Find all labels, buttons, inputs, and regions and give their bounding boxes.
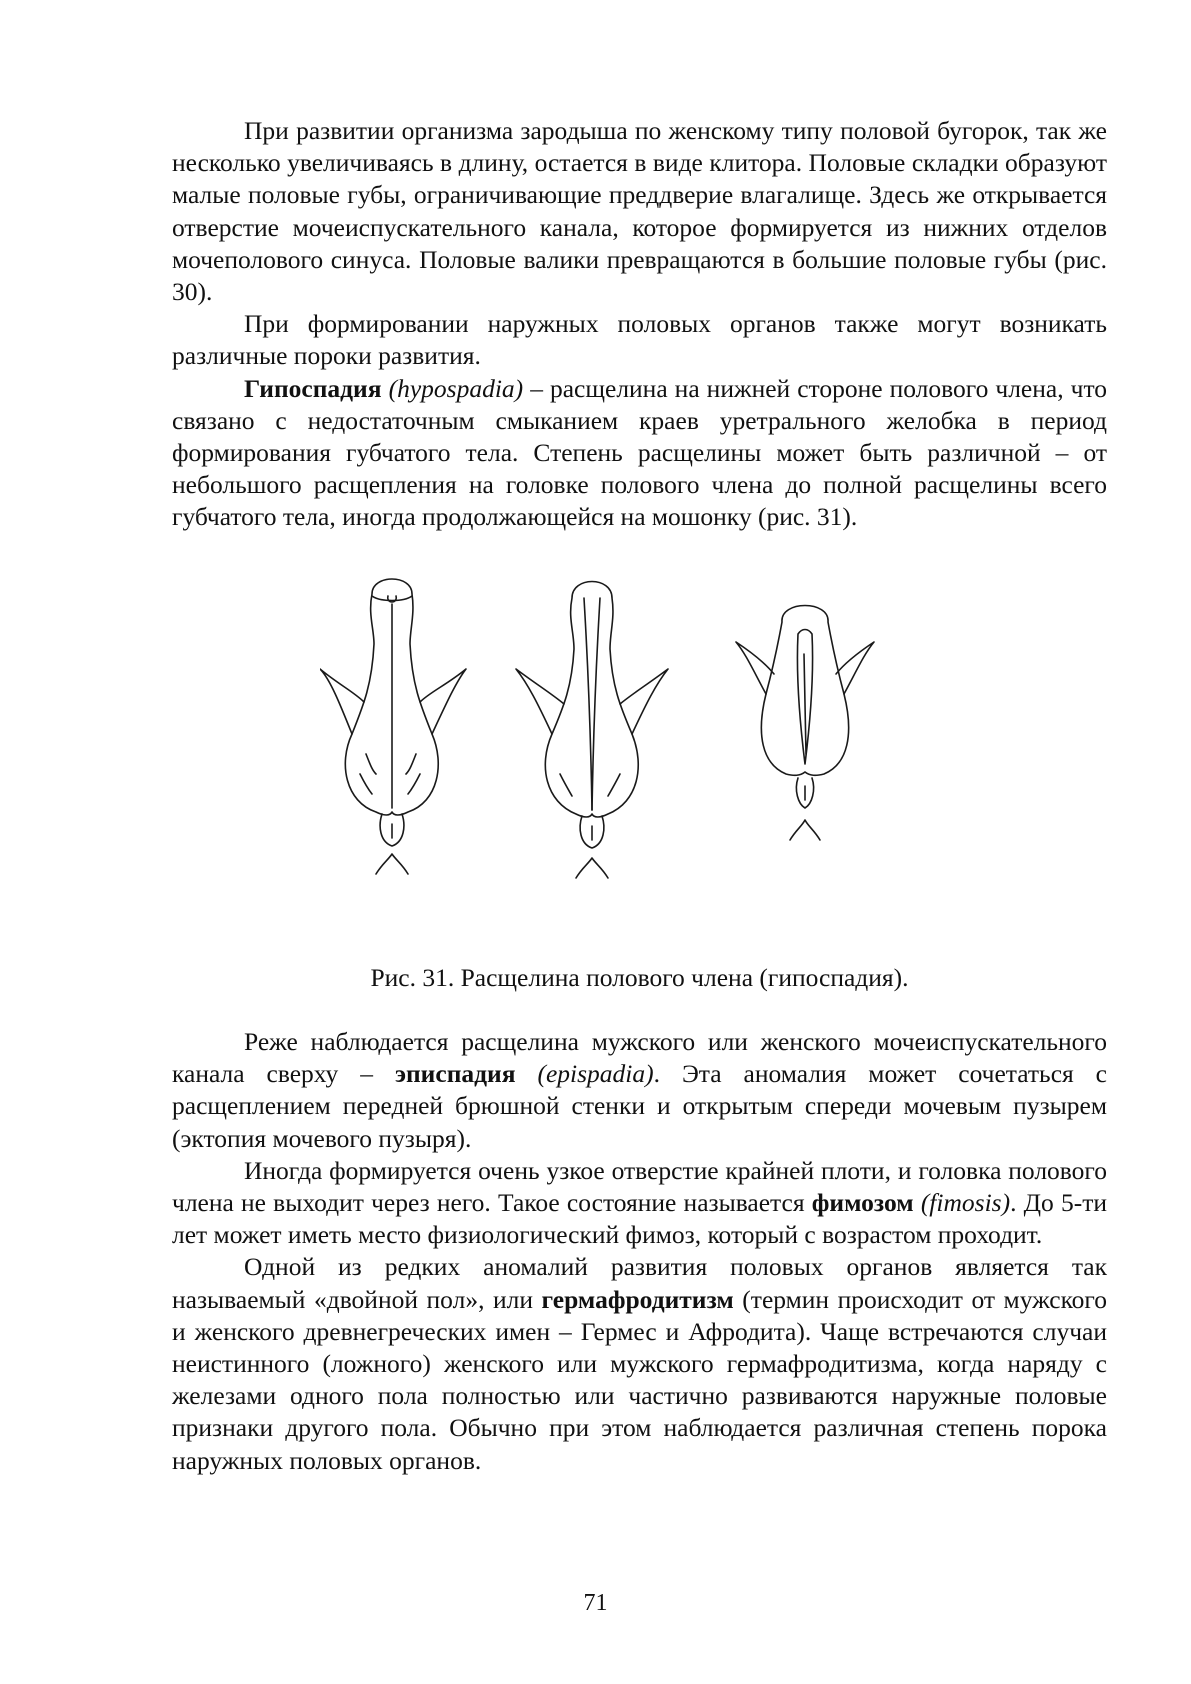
latin-term: (fimosis)	[913, 1188, 1011, 1218]
paragraph: Реже наблюдается расщелина мужского или женского мочеиспускательного канала сверху – эписпадия (epispadia). Эта аномалия может сочетаться с расщеплением передней брюшной стенки и открытым спереди мочевым пузырем (эктопия мочевого пузыря).	[172, 1027, 1108, 1153]
paragraph: При формировании наружных половых органов также могут возникать различные пороки развития.	[172, 309, 1107, 371]
figure-caption: Рис. 31. Расщелина полового члена (гипоспадия).	[370, 963, 909, 992]
drawing-stage-2	[516, 582, 668, 879]
page-number: 71	[583, 1590, 608, 1616]
latin-term: (epispadia)	[515, 1059, 654, 1089]
term-hypospadia: Гипоспадия	[244, 373, 382, 403]
paragraph: Иногда формируется очень узкое отверстие крайней плоти, и головка полового члена не выходит через него. Такое состояние называется фимозом (fimosis). До 5-ти лет может иметь место физиологический фимоз, который с возрастом проходит.	[172, 1155, 1108, 1250]
drawing-stage-3	[736, 606, 874, 841]
figure-hypospadia-illustration	[320, 574, 940, 924]
latin-term: (hypospadia)	[388, 373, 524, 403]
term-epispadia: эписпадия	[394, 1059, 516, 1089]
paragraph: Гипоспадия (hypospadia) – расщелина на нижней стороне полового члена, что связано с недостаточным смыканием краев уретрального желобка в период формирования губчатого тела. Степень расщелины может быть различной – от небольшого расщепления на головке полового члена до полной расщелины всего губчатого тела, иногда продолжающейся на мошонку (рис. 31).	[172, 373, 1108, 532]
paragraph: Одной из редких аномалий развития половых органов является так называемый «двойной пол», или гермафродитизм (термин происходит от мужского и женского древнегреческих имен – Гермес и Афродита). Чаще встречаются случаи неистинного (ложного) женского или мужского гермафродитизма, когда наряду с железами одного пола полностью или частично развиваются наружные половые признаки другого пола. Обычно при этом наблюдается различная степень порока наружных половых органов.	[172, 1252, 1107, 1475]
text-block-top	[172, 115, 1107, 534]
term-hermaphroditism: гермафродитизм	[541, 1284, 734, 1314]
term-fimosis: фимозом	[811, 1188, 914, 1218]
drawing-stage-1	[320, 579, 466, 874]
hypospadia-drawing	[320, 574, 940, 924]
text-block-bottom	[172, 1026, 1107, 1477]
paragraph: При развитии организма зародыша по женскому типу половой бугорок, так же несколько увеличиваясь в длину, остается в виде клитора. Половые складки образуют малые половые губы, ограничивающие преддверие влагалище. Здесь же открывается отверстие мочеиспускательного канала, которое формируется из нижних отделов мочеполового синуса. Половые валики превращаются в большие половые губы (рис. 30).	[172, 116, 1107, 307]
